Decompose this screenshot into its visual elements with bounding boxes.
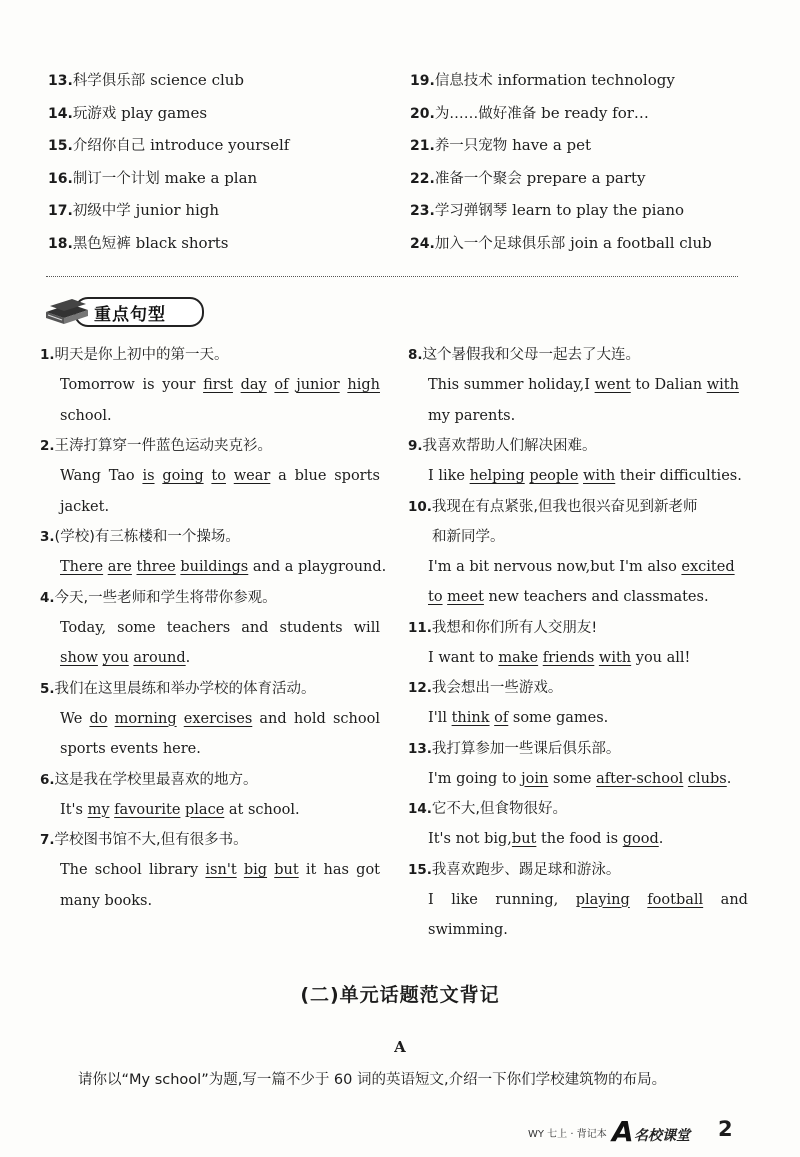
- english-sentence: [408, 764, 748, 795]
- vocab-item: [48, 162, 388, 195]
- vocab-item: [410, 129, 750, 162]
- blank-answer: but: [274, 862, 299, 878]
- word: I'm a bit nervous now,but I'm also: [428, 558, 677, 575]
- chinese-sentence: 我打算参加一些课后俱乐部。: [431, 740, 621, 757]
- word: will: [353, 619, 380, 636]
- english-term: prepare a party: [526, 168, 646, 187]
- english-sentence-cont: [40, 643, 380, 674]
- chinese-sentence: (学校)有三栋楼和一个操场。: [54, 529, 240, 545]
- blank-answer: wear: [233, 468, 271, 484]
- chinese-term: 养一只宠物: [434, 138, 508, 154]
- sentence-item: [40, 431, 380, 522]
- blank-answer: with: [583, 468, 616, 484]
- item-number: 3.: [40, 529, 55, 545]
- sentence-item: [40, 522, 387, 583]
- chinese-term: 准备一个聚会: [434, 170, 522, 187]
- blank-answer: football: [647, 891, 704, 908]
- blank-answer: favourite: [114, 801, 181, 818]
- english-sentence-cont: school.: [60, 407, 112, 424]
- vocab-item: [410, 64, 750, 97]
- word: at school.: [228, 801, 300, 818]
- chinese-sentence: 今天,一些老师和学生将带你参观。: [54, 589, 277, 606]
- english-term: junior high: [135, 201, 220, 219]
- word: the food is: [540, 831, 619, 847]
- blank-answer: do: [89, 710, 108, 727]
- item-number: 2.: [40, 438, 55, 454]
- english-sentence-cont: many books.: [60, 892, 153, 909]
- english-term: learn to play the piano: [512, 201, 685, 219]
- english-sentence-cont: my parents.: [428, 407, 516, 424]
- english-sentence-cont: jacket.: [60, 498, 110, 515]
- section-divider: [46, 276, 738, 277]
- word: running,: [495, 891, 559, 908]
- word: their difficulties.: [619, 468, 742, 484]
- topic-heading: (二)单元话题范文背记: [300, 984, 500, 1006]
- word: and: [720, 891, 748, 908]
- english-sentence: [40, 855, 380, 886]
- item-number: 11.: [408, 619, 432, 636]
- english-sentence: [40, 704, 380, 735]
- blank-answer: helping: [469, 468, 525, 484]
- vocab-item: [410, 227, 750, 260]
- chinese-sentence: 学校图书馆不大,但有很多书。: [54, 832, 248, 848]
- blank-answer: but: [511, 831, 537, 847]
- item-number: 12.: [408, 680, 432, 696]
- word: I'll: [428, 710, 447, 726]
- english-sentence: [408, 461, 748, 492]
- chinese-sentence: 这个暑假我和父母一起去了大连。: [422, 347, 641, 363]
- english-sentence: [408, 824, 748, 855]
- english-sentence-cont: sports events here.: [60, 741, 201, 757]
- word: some: [552, 770, 592, 787]
- sentence-item: [408, 492, 748, 613]
- blank-answer: of: [274, 377, 289, 393]
- english-term: black shorts: [135, 233, 229, 252]
- word: It's not big,: [428, 831, 512, 847]
- sentence-item: [40, 825, 380, 916]
- blank-answer: are: [107, 559, 132, 575]
- page-number: 2: [718, 1117, 733, 1141]
- blank-answer: good: [622, 831, 659, 847]
- item-number: 14.: [48, 105, 73, 122]
- logo-letter: A: [612, 1115, 634, 1148]
- footer-book-label: WY 七上 · 背记本: [528, 1129, 607, 1140]
- english-term: science club: [150, 71, 245, 89]
- sentence-item: [40, 765, 380, 826]
- word: you all!: [635, 649, 691, 666]
- english-sentence-cont: [408, 582, 748, 613]
- item-number: 15.: [48, 138, 73, 154]
- word: I'm going to: [428, 770, 517, 787]
- item-number: 13.: [408, 740, 432, 757]
- word: a: [278, 468, 287, 484]
- blank-answer: clubs: [687, 770, 727, 787]
- chinese-term: 科学俱乐部: [72, 73, 146, 89]
- chinese-sentence: 这是我在学校里最喜欢的地方。: [54, 771, 258, 788]
- blank-answer: friends: [542, 649, 595, 666]
- word: Tomorrow: [60, 377, 135, 393]
- sentence-item: [408, 613, 748, 674]
- word: students: [279, 619, 343, 636]
- blank-answer: first: [203, 377, 233, 393]
- chinese-sentence: 它不大,但食物很好。: [431, 801, 568, 817]
- word: .: [185, 650, 191, 666]
- chinese-term: 黑色短裤: [72, 235, 131, 252]
- vocab-item: [410, 194, 750, 227]
- english-sentence: [40, 370, 380, 401]
- item-number: 9.: [408, 438, 423, 454]
- english-term: make a plan: [164, 168, 258, 187]
- chinese-term: 信息技术: [434, 73, 493, 89]
- blank-answer: with: [598, 649, 632, 666]
- sentences-column-left: [40, 340, 387, 916]
- section-badge: [44, 296, 204, 326]
- item-number: 23.: [410, 203, 435, 219]
- word: I: [428, 891, 434, 908]
- blank-answer: to: [428, 589, 443, 605]
- item-number: 7.: [40, 832, 55, 848]
- blank-answer: after-school: [596, 770, 684, 787]
- english-sentence: [40, 461, 380, 492]
- item-number: 19.: [410, 73, 435, 89]
- books-icon: [44, 298, 92, 326]
- english-term: introduce yourself: [150, 136, 290, 154]
- word: and: [259, 710, 287, 727]
- blank-answer: buildings: [180, 559, 249, 575]
- chinese-sentence: 明天是你上初中的第一天。: [54, 347, 229, 363]
- item-number: 4.: [40, 589, 55, 606]
- item-number: 22.: [410, 170, 435, 187]
- english-sentence: [408, 885, 748, 916]
- blank-answer: three: [136, 559, 176, 575]
- english-term: be ready for…: [541, 103, 649, 122]
- blank-answer: think: [451, 710, 490, 726]
- word: .: [726, 770, 732, 787]
- sentence-item: [40, 583, 380, 674]
- vocab-column-left: [48, 64, 388, 259]
- blank-answer: going: [162, 468, 204, 484]
- vocab-item: [48, 194, 388, 227]
- blank-answer: place: [185, 801, 225, 818]
- word: It's: [60, 801, 83, 818]
- vocab-item: [48, 97, 388, 130]
- english-sentence: [40, 795, 380, 826]
- word: it: [305, 862, 317, 878]
- blank-answer: day: [240, 377, 267, 393]
- blank-answer: went: [594, 377, 631, 393]
- item-number: 14.: [408, 801, 432, 817]
- chinese-term: 学习弹钢琴: [434, 203, 508, 219]
- logo-name: 名校课堂: [634, 1128, 690, 1144]
- word: Tao: [108, 468, 135, 484]
- item-number: 20.: [410, 105, 435, 122]
- blank-answer: to: [211, 468, 226, 484]
- chinese-sentence: 我会想出一些游戏。: [431, 680, 563, 696]
- english-term: information technology: [497, 71, 675, 89]
- blank-answer: show: [60, 650, 98, 666]
- word: hold: [293, 710, 326, 727]
- blank-answer: junior: [296, 377, 340, 393]
- writing-prompt: 请你以“My school”为题,写一篇不少于 60 词的英语短文,介绍一下你们学校建筑物的布局。: [78, 1072, 667, 1088]
- word: sports: [334, 468, 380, 484]
- chinese-term: 初级中学: [72, 203, 131, 219]
- word: and a playground.: [252, 559, 387, 575]
- item-number: 16.: [48, 170, 73, 187]
- vocab-column-right: [410, 64, 750, 259]
- item-number: 18.: [48, 235, 73, 252]
- item-number: 15.: [408, 861, 432, 878]
- sentence-item: [40, 674, 380, 765]
- item-number: 10.: [408, 498, 432, 515]
- word: like: [451, 891, 478, 908]
- word: We: [60, 710, 83, 727]
- vocab-item: [48, 64, 388, 97]
- word: Today,: [60, 619, 107, 636]
- word: and: [241, 619, 269, 636]
- vocab-item: [48, 129, 388, 162]
- blank-answer: There: [60, 559, 104, 575]
- chinese-sentence: 我想和你们所有人交朋友!: [431, 619, 598, 636]
- blank-answer: exercises: [183, 710, 253, 727]
- chinese-term: 制订一个计划: [72, 170, 160, 187]
- blank-answer: high: [347, 377, 380, 393]
- chinese-sentence: 我喜欢跑步、踢足球和游泳。: [431, 861, 621, 878]
- item-number: 5.: [40, 680, 55, 697]
- item-number: 1.: [40, 347, 55, 363]
- item-number: 21.: [410, 138, 435, 154]
- word: school: [94, 862, 142, 878]
- english-sentence: [408, 703, 748, 734]
- item-number: 17.: [48, 203, 73, 219]
- word: some: [117, 619, 156, 636]
- english-term: play games: [121, 103, 208, 122]
- vocab-item: [410, 162, 750, 195]
- blank-answer: with: [706, 377, 739, 393]
- section-title: 重点句型: [94, 305, 166, 325]
- chinese-sentence: 我喜欢帮助人们解决困难。: [422, 438, 597, 454]
- word: blue: [294, 468, 327, 484]
- item-number: 8.: [408, 347, 423, 363]
- word: to Dalian: [635, 377, 703, 393]
- item-number: 13.: [48, 73, 73, 89]
- sentence-item: [408, 673, 748, 734]
- chinese-term: 为……做好准备: [434, 105, 537, 122]
- word: got: [356, 862, 380, 878]
- sentence-item: [40, 340, 380, 431]
- blank-answer: excited: [681, 558, 735, 575]
- sentences-column-right: [408, 340, 748, 946]
- sentence-item: [408, 855, 748, 946]
- word: Wang: [60, 468, 101, 484]
- blank-answer: people: [529, 468, 579, 484]
- chinese-term: 介绍你自己: [72, 138, 146, 154]
- word: I want to: [428, 649, 494, 666]
- sentence-item: [408, 794, 748, 855]
- sentence-item: [408, 340, 748, 431]
- word: is: [142, 377, 155, 393]
- chinese-sentence: 王涛打算穿一件蓝色运动夹克衫。: [54, 438, 273, 454]
- english-sentence-cont: swimming.: [428, 922, 508, 938]
- blank-answer: meet: [447, 589, 484, 605]
- blank-answer: around: [133, 650, 186, 666]
- vocab-item: [410, 97, 750, 130]
- word: new teachers and classmates.: [488, 589, 709, 605]
- english-sentence: [40, 613, 380, 644]
- word: The: [60, 862, 88, 878]
- word: I like: [428, 468, 465, 484]
- chinese-sentence: 我现在有点紧张,但我也很兴奋见到新老师: [431, 498, 698, 515]
- word: your: [162, 377, 196, 393]
- word: has: [323, 862, 349, 878]
- word: library: [148, 862, 199, 878]
- word: .: [658, 831, 664, 847]
- chinese-sentence-cont: 和新同学。: [432, 528, 505, 545]
- word: school: [332, 710, 380, 727]
- blank-answer: big: [243, 862, 268, 878]
- sentence-item: [408, 431, 748, 492]
- blank-answer: morning: [114, 710, 177, 727]
- word: This summer holiday,I: [428, 377, 590, 393]
- chinese-sentence: 我们在这里晨练和举办学校的体育活动。: [54, 680, 316, 697]
- english-term: join a football club: [570, 233, 712, 252]
- blank-answer: join: [521, 770, 549, 787]
- blank-answer: make: [498, 649, 539, 666]
- blank-answer: isn't: [205, 862, 237, 878]
- publisher-logo: [612, 1117, 712, 1147]
- sentence-item: [408, 734, 748, 795]
- blank-answer: you: [102, 650, 129, 666]
- chinese-term: 玩游戏: [72, 105, 117, 122]
- vocab-item: [48, 227, 388, 260]
- blank-answer: of: [494, 710, 509, 726]
- chinese-term: 加入一个足球俱乐部: [434, 235, 566, 252]
- word: teachers: [166, 619, 231, 636]
- english-sentence: [408, 552, 748, 583]
- blank-answer: playing: [575, 891, 630, 908]
- sub-heading: A: [394, 1038, 406, 1056]
- word: some games.: [512, 710, 609, 726]
- english-term: have a pet: [512, 136, 592, 154]
- item-number: 6.: [40, 771, 55, 788]
- english-sentence: [408, 643, 748, 674]
- blank-answer: my: [87, 801, 110, 818]
- english-sentence: [408, 370, 748, 401]
- item-number: 24.: [410, 235, 435, 252]
- page-footer: [0, 1115, 800, 1155]
- english-sentence: [40, 552, 387, 583]
- blank-answer: is: [142, 468, 155, 484]
